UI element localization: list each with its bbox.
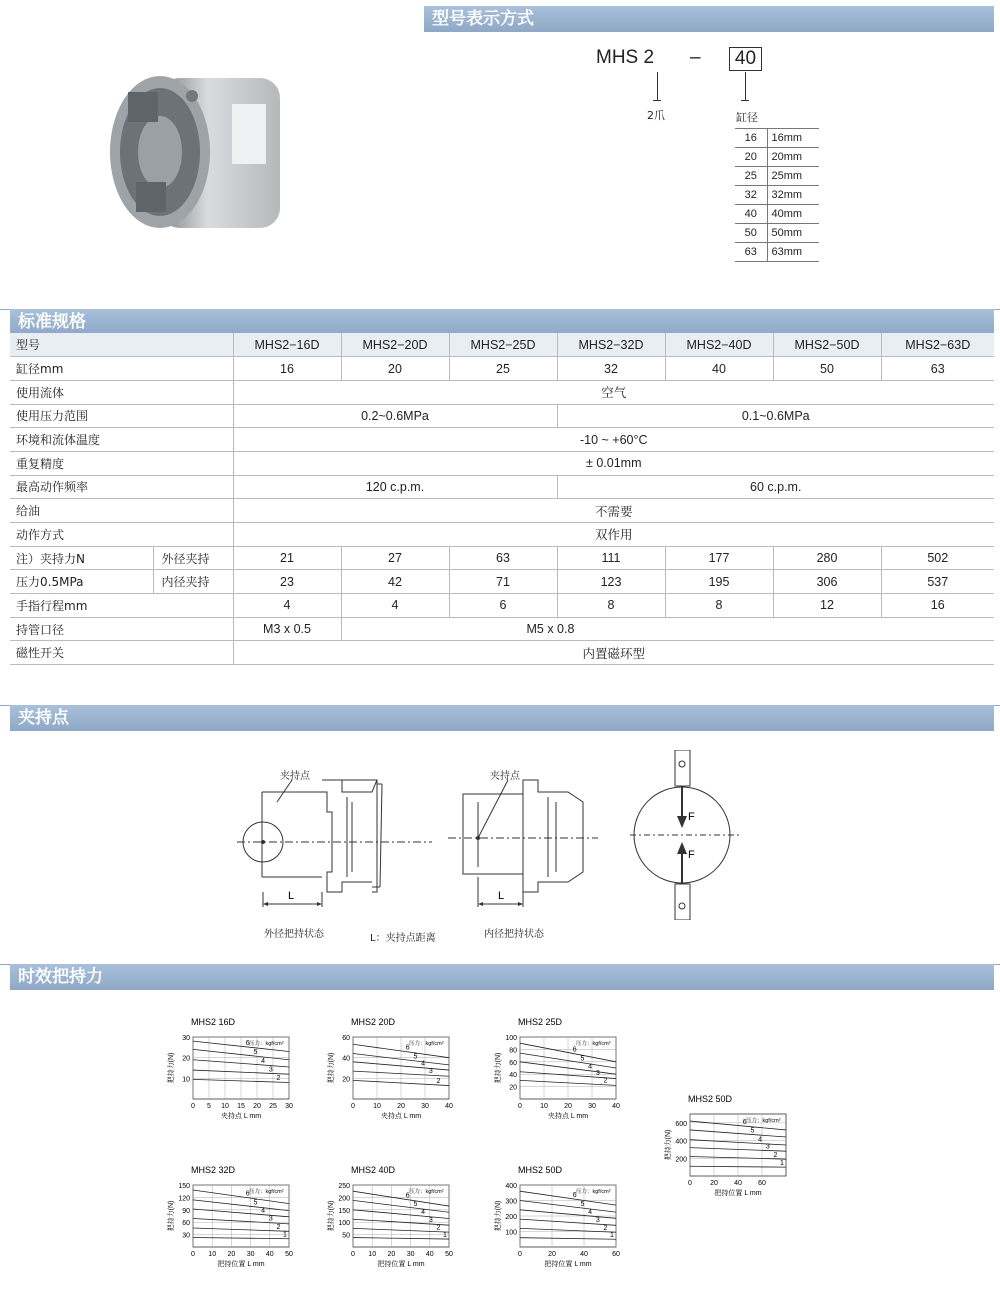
chart-xtick: 40 <box>612 1103 620 1110</box>
chart-series-label: 4 <box>758 1136 763 1144</box>
chart-ytick: 200 <box>505 1214 517 1221</box>
chart-xlabel: 把持位置 L mm <box>714 1190 762 1197</box>
chart-series-line <box>193 1228 289 1231</box>
chart-xtick: 40 <box>425 1251 434 1258</box>
spec-inner: 23 <box>233 570 341 594</box>
force-F-top: F <box>688 811 695 823</box>
model-prefix: MHS 2 <box>596 47 655 68</box>
chart-series-label: 3 <box>268 1066 273 1074</box>
chart-series-label: 4 <box>261 1057 266 1065</box>
spec-label-action: 动作方式 <box>10 523 233 547</box>
inner-caption: 内径把持状态 <box>484 929 544 940</box>
chart-series-label: 2 <box>276 1223 281 1231</box>
chart-xtick: 50 <box>285 1251 293 1258</box>
spec-bore: 63 <box>881 357 994 381</box>
chart-xtick: 10 <box>373 1103 381 1110</box>
chart-title: MHS2 32D <box>191 1165 236 1175</box>
chart-ytick: 400 <box>505 1183 517 1190</box>
bore-size: 50mm <box>767 224 819 243</box>
chart-ylabel: 把持力(N) <box>328 1200 335 1232</box>
chart-series-line <box>193 1237 289 1238</box>
force-chart <box>492 1015 632 1137</box>
chart-title: MHS2 25D <box>518 1017 563 1027</box>
force-chart <box>325 1015 465 1137</box>
bore-code: 40 <box>735 205 767 224</box>
section-header-force: 时效把持力 <box>10 964 994 990</box>
chart-series-line <box>520 1201 616 1213</box>
chart-xtick: 40 <box>734 1180 742 1187</box>
chart-ylabel: 把持力(N) <box>495 1052 502 1084</box>
bore-size: 63mm <box>767 243 819 262</box>
bore-code: 16 <box>735 129 767 148</box>
chart-ytick: 100 <box>505 1229 517 1237</box>
chart-series-label: 1 <box>283 1231 287 1239</box>
spec-model: MHS2−32D <box>557 333 665 357</box>
grip-diagram-outer <box>232 762 432 912</box>
chart-series-label: 6 <box>742 1118 747 1126</box>
chart-xtick: 0 <box>518 1103 522 1110</box>
chart-ytick: 200 <box>675 1156 687 1164</box>
chart-xtick: 0 <box>351 1251 355 1258</box>
chart-ylabel: 把持力(N) <box>495 1200 502 1232</box>
chart-series-line <box>193 1209 289 1217</box>
chart-series-label: 4 <box>261 1207 266 1215</box>
spec-pressure-b: 0.1~0.6MPa <box>557 404 994 428</box>
chart-ytick: 90 <box>182 1207 190 1215</box>
chart-series-line <box>193 1215 289 1223</box>
spec-outer: 27 <box>341 546 449 570</box>
chart-xtick: 0 <box>191 1251 195 1258</box>
spec-bore: 50 <box>773 357 881 381</box>
chart-ytick: 150 <box>178 1183 190 1190</box>
chart-ytick: 30 <box>182 1232 190 1240</box>
chart-xtick: 0 <box>688 1180 692 1187</box>
outer-caption: 外径把持状态 <box>264 929 324 940</box>
spec-row-force-outer <box>10 546 994 570</box>
spec-inner: 42 <box>341 570 449 594</box>
spec-inner: 195 <box>665 570 773 594</box>
chart-title: MHS2 16D <box>191 1017 236 1027</box>
spec-row-bore <box>10 357 994 381</box>
chart-series-label: 5 <box>580 1055 585 1063</box>
spec-label-inner: 内径夹持 <box>153 570 233 594</box>
bore-code: 25 <box>735 167 767 186</box>
chart-series-label: 4 <box>588 1208 593 1216</box>
chart-xtick: 10 <box>540 1103 548 1110</box>
chart-ytick: 40 <box>509 1072 517 1080</box>
spec-row-stroke <box>10 594 994 618</box>
spec-label-bore: 缸径mm <box>10 357 233 381</box>
section-header-spec: 标准规格 <box>10 309 994 335</box>
chart-xlabel: 夹持点 L mm <box>220 1113 262 1120</box>
spec-temp: -10 ~ +60°C <box>233 428 994 452</box>
chart-series-line <box>690 1166 786 1167</box>
chart-series-label: 6 <box>405 1192 410 1200</box>
spec-inner: 71 <box>449 570 557 594</box>
bore-code: 32 <box>735 186 767 205</box>
chart-series-label: 2 <box>603 1077 608 1085</box>
chart-series-label: 3 <box>428 1068 433 1076</box>
spec-action: 双作用 <box>233 523 994 547</box>
chart-ytick: 30 <box>182 1035 190 1042</box>
spec-model: MHS2−16D <box>233 333 341 357</box>
bore-table <box>735 128 819 262</box>
spec-stroke: 6 <box>449 594 557 618</box>
spec-stroke: 8 <box>557 594 665 618</box>
chart-ytick: 250 <box>338 1183 350 1190</box>
chart-xtick: 10 <box>368 1251 377 1258</box>
spec-label-lube: 给油 <box>10 499 233 523</box>
chart-series-line <box>520 1216 616 1225</box>
spec-outer: 111 <box>557 546 665 570</box>
chart-xtick: 60 <box>758 1180 766 1187</box>
chart-legend: 压力：kgf/cm² <box>409 1189 444 1195</box>
chart-xtick: 5 <box>207 1103 211 1110</box>
spec-stroke: 4 <box>233 594 341 618</box>
chart-ylabel: 把持力(N) <box>665 1129 672 1161</box>
chart-series-label: 2 <box>436 1224 441 1232</box>
spec-label-outer: 外径夹持 <box>153 546 233 570</box>
spec-stroke: 12 <box>773 594 881 618</box>
chart-ytick: 80 <box>509 1047 517 1055</box>
spec-row-force-inner <box>10 570 994 594</box>
force-chart <box>325 1163 465 1285</box>
spec-label-fluid: 使用流体 <box>10 380 233 404</box>
bore-size: 32mm <box>767 186 819 205</box>
claw-leader <box>657 72 658 100</box>
spec-model: MHS2−50D <box>773 333 881 357</box>
chart-series-label: 6 <box>405 1044 410 1052</box>
force-chart <box>662 1092 802 1214</box>
grip-point-label-outer: 夹持点 <box>280 771 310 782</box>
chart-xtick: 40 <box>265 1251 274 1258</box>
chart-series-line <box>353 1228 449 1232</box>
spec-label-port: 持管口径 <box>10 617 233 641</box>
spec-model: MHS2−40D <box>665 333 773 357</box>
chart-xlabel: 夹持点 L mm <box>547 1113 589 1120</box>
spec-row-pressure <box>10 404 994 428</box>
chart-series-line <box>520 1210 616 1219</box>
force-chart <box>165 1163 305 1285</box>
chart-xtick: 40 <box>580 1251 588 1258</box>
chart-ytick: 50 <box>342 1232 350 1240</box>
chart-ytick: 600 <box>675 1120 687 1128</box>
bore-row <box>735 129 819 148</box>
chart-series-label: 2 <box>603 1224 608 1232</box>
spec-outer: 177 <box>665 546 773 570</box>
chart-series-label: 6 <box>572 1046 577 1054</box>
chart-xlabel: 把持位置 L mm <box>217 1261 265 1268</box>
spec-row-model <box>10 333 994 357</box>
spec-freq-b: 60 c.p.m. <box>557 475 994 499</box>
chart-xtick: 30 <box>406 1251 415 1258</box>
grip-diagram-inner <box>448 762 608 912</box>
spec-model: MHS2−63D <box>881 333 994 357</box>
spec-row-lube <box>10 499 994 523</box>
chart-xtick: 30 <box>421 1103 429 1110</box>
bore-size: 16mm <box>767 129 819 148</box>
chart-ytick: 60 <box>342 1035 350 1042</box>
chart-legend: 压力：kgf/cm² <box>576 1041 611 1047</box>
bore-label: 缸径 <box>736 111 758 124</box>
chart-title: MHS2 40D <box>351 1165 396 1175</box>
chart-ytick: 10 <box>182 1076 190 1084</box>
spec-bore: 16 <box>233 357 341 381</box>
spec-port-b: M5 x 0.8 <box>341 617 994 641</box>
chart-xtick: 20 <box>548 1251 556 1258</box>
chart-series-line <box>520 1238 616 1240</box>
outer-L-label: L <box>288 890 295 902</box>
chart-ytick: 20 <box>182 1055 190 1063</box>
spec-label-pressure: 使用压力范围 <box>10 404 233 428</box>
chart-series-label: 4 <box>421 1208 426 1216</box>
chart-xtick: 25 <box>269 1103 277 1110</box>
spec-row-freq <box>10 475 994 499</box>
spec-label-model: 型号 <box>10 333 233 357</box>
chart-ytick: 100 <box>338 1220 350 1228</box>
chart-xtick: 0 <box>351 1103 355 1110</box>
chart-ytick: 40 <box>342 1055 350 1063</box>
model-dash: – <box>690 47 701 68</box>
bore-row <box>735 224 819 243</box>
chart-series-label: 5 <box>580 1200 585 1208</box>
bore-size: 25mm <box>767 167 819 186</box>
spec-label-repeat: 重复精度 <box>10 451 233 475</box>
chart-xtick: 20 <box>564 1103 572 1110</box>
chart-xtick: 20 <box>227 1251 236 1258</box>
chart-ytick: 120 <box>178 1195 190 1203</box>
spec-stroke: 4 <box>341 594 449 618</box>
chart-xtick: 0 <box>191 1103 195 1110</box>
chart-xtick: 30 <box>285 1103 293 1110</box>
chart-series-label: 1 <box>443 1231 447 1239</box>
spec-stroke: 8 <box>665 594 773 618</box>
chart-ytick: 100 <box>505 1035 517 1042</box>
chart-xtick: 40 <box>445 1103 453 1110</box>
chart-xtick: 15 <box>237 1103 245 1110</box>
chart-series-label: 5 <box>253 1048 258 1056</box>
spec-row-port <box>10 617 994 641</box>
bore-row <box>735 186 819 205</box>
chart-title: MHS2 50D <box>688 1094 733 1104</box>
spec-label-stroke: 手指行程mm <box>10 594 233 618</box>
chart-series-label: 4 <box>588 1063 593 1071</box>
bore-size: 40mm <box>767 205 819 224</box>
bore-row <box>735 148 819 167</box>
chart-xlabel: 夹持点 L mm <box>380 1113 422 1120</box>
chart-legend: 压力：kgf/cm² <box>746 1118 781 1124</box>
force-chart <box>492 1163 632 1285</box>
claw-leader-tick <box>653 100 661 101</box>
spec-row-repeat <box>10 451 994 475</box>
chart-series-label: 3 <box>765 1143 770 1151</box>
claws-label: 2爪 <box>647 109 665 122</box>
chart-ytick: 60 <box>509 1059 517 1067</box>
dist-caption: L：夹持点距离 <box>370 933 436 944</box>
spec-label-force: 注）夹持力N <box>10 546 153 570</box>
bore-leader <box>745 72 746 100</box>
spec-port-a: M3 x 0.5 <box>233 617 341 641</box>
force-F-bottom: F <box>688 849 695 861</box>
bore-row <box>735 167 819 186</box>
spec-inner: 123 <box>557 570 665 594</box>
model-bore-box: 40 <box>729 47 762 71</box>
spec-bore: 32 <box>557 357 665 381</box>
spec-inner: 537 <box>881 570 994 594</box>
bore-row <box>735 243 819 262</box>
chart-legend: 压力：kgf/cm² <box>249 1189 284 1195</box>
chart-series-label: 2 <box>276 1075 281 1083</box>
spec-inner: 306 <box>773 570 881 594</box>
chart-xtick: 60 <box>612 1251 620 1258</box>
chart-series-label: 5 <box>413 1053 418 1061</box>
chart-xtick: 50 <box>445 1251 453 1258</box>
chart-xlabel: 把持位置 L mm <box>544 1261 592 1268</box>
chart-xtick: 30 <box>246 1251 255 1258</box>
chart-xtick: 10 <box>208 1251 217 1258</box>
spec-table <box>10 333 994 665</box>
grip-point-label-inner: 夹持点 <box>490 771 520 782</box>
chart-legend: 压力：kgf/cm² <box>576 1189 611 1195</box>
chart-legend: 压力：kgf/cm² <box>409 1041 444 1047</box>
spec-label-force-pressure: 压力0.5MPa <box>10 570 153 594</box>
spec-lube: 不需要 <box>233 499 994 523</box>
chart-xtick: 30 <box>588 1103 596 1110</box>
chart-ytick: 400 <box>675 1138 687 1146</box>
force-chart <box>165 1015 305 1137</box>
bore-size: 20mm <box>767 148 819 167</box>
grip-diagram-force <box>630 750 740 920</box>
chart-series-label: 3 <box>268 1215 273 1223</box>
spec-fluid: 空气 <box>233 380 994 404</box>
spec-outer: 280 <box>773 546 881 570</box>
chart-series-label: 3 <box>428 1216 433 1224</box>
chart-series-label: 6 <box>572 1191 577 1199</box>
chart-ylabel: 把持力(N) <box>168 1052 175 1084</box>
spec-bore: 20 <box>341 357 449 381</box>
chart-legend: 压力：kgf/cm² <box>249 1041 284 1047</box>
chart-series-label: 5 <box>413 1200 418 1208</box>
chart-ylabel: 把持力(N) <box>168 1200 175 1232</box>
chart-series-label: 5 <box>253 1199 258 1207</box>
spec-row-action <box>10 523 994 547</box>
bore-code: 20 <box>735 148 767 167</box>
spec-row-temp <box>10 428 994 452</box>
chart-series-label: 1 <box>780 1160 784 1168</box>
chart-ytick: 200 <box>338 1195 350 1203</box>
chart-ytick: 60 <box>182 1220 190 1228</box>
chart-series-label: 2 <box>436 1077 441 1085</box>
bore-leader-tick <box>741 100 749 101</box>
chart-ytick: 20 <box>509 1084 517 1092</box>
inner-L-label: L <box>498 890 505 902</box>
spec-row-switch <box>10 641 994 665</box>
spec-bore: 25 <box>449 357 557 381</box>
spec-model: MHS2−20D <box>341 333 449 357</box>
chart-xtick: 20 <box>387 1251 396 1258</box>
chart-series-label: 2 <box>773 1151 778 1159</box>
chart-series-line <box>353 1210 449 1219</box>
chart-ytick: 300 <box>505 1198 517 1206</box>
chart-series-label: 4 <box>421 1060 426 1068</box>
spec-pressure-a: 0.2~0.6MPa <box>233 404 557 428</box>
chart-xtick: 10 <box>221 1103 229 1110</box>
chart-series-label: 6 <box>245 1039 250 1047</box>
chart-xtick: 0 <box>518 1251 522 1258</box>
spec-freq-a: 120 c.p.m. <box>233 475 557 499</box>
spec-row-fluid <box>10 380 994 404</box>
chart-title: MHS2 50D <box>518 1165 563 1175</box>
chart-xlabel: 把持位置 L mm <box>377 1261 425 1268</box>
spec-switch: 内置磁环型 <box>233 641 994 665</box>
chart-title: MHS2 20D <box>351 1017 396 1027</box>
chart-ylabel: 把持力(N) <box>328 1052 335 1084</box>
chart-series-label: 5 <box>750 1127 755 1135</box>
spec-label-temp: 环境和流体温度 <box>10 428 233 452</box>
chart-ytick: 20 <box>342 1076 350 1084</box>
chart-series-line <box>353 1238 449 1239</box>
spec-stroke: 16 <box>881 594 994 618</box>
section-header-grip: 夹持点 <box>10 705 994 731</box>
chart-xtick: 20 <box>710 1180 718 1187</box>
chart-xtick: 20 <box>253 1103 261 1110</box>
bore-code: 50 <box>735 224 767 243</box>
spec-bore: 40 <box>665 357 773 381</box>
chart-series-line <box>353 1200 449 1212</box>
bore-code: 63 <box>735 243 767 262</box>
spec-outer: 21 <box>233 546 341 570</box>
chart-xtick: 20 <box>397 1103 405 1110</box>
section-header-model: 型号表示方式 <box>424 6 994 32</box>
chart-series-label: 3 <box>595 1216 600 1224</box>
chart-ytick: 150 <box>338 1207 350 1215</box>
spec-outer: 63 <box>449 546 557 570</box>
spec-label-freq: 最高动作频率 <box>10 475 233 499</box>
chart-series-label: 3 <box>595 1070 600 1078</box>
product-photo <box>100 64 290 242</box>
spec-outer: 502 <box>881 546 994 570</box>
spec-repeat: ± 0.01mm <box>233 451 994 475</box>
spec-label-switch: 磁性开关 <box>10 641 233 665</box>
chart-series-label: 6 <box>245 1190 250 1198</box>
spec-model: MHS2−25D <box>449 333 557 357</box>
bore-row <box>735 205 819 224</box>
chart-series-label: 1 <box>610 1232 614 1240</box>
